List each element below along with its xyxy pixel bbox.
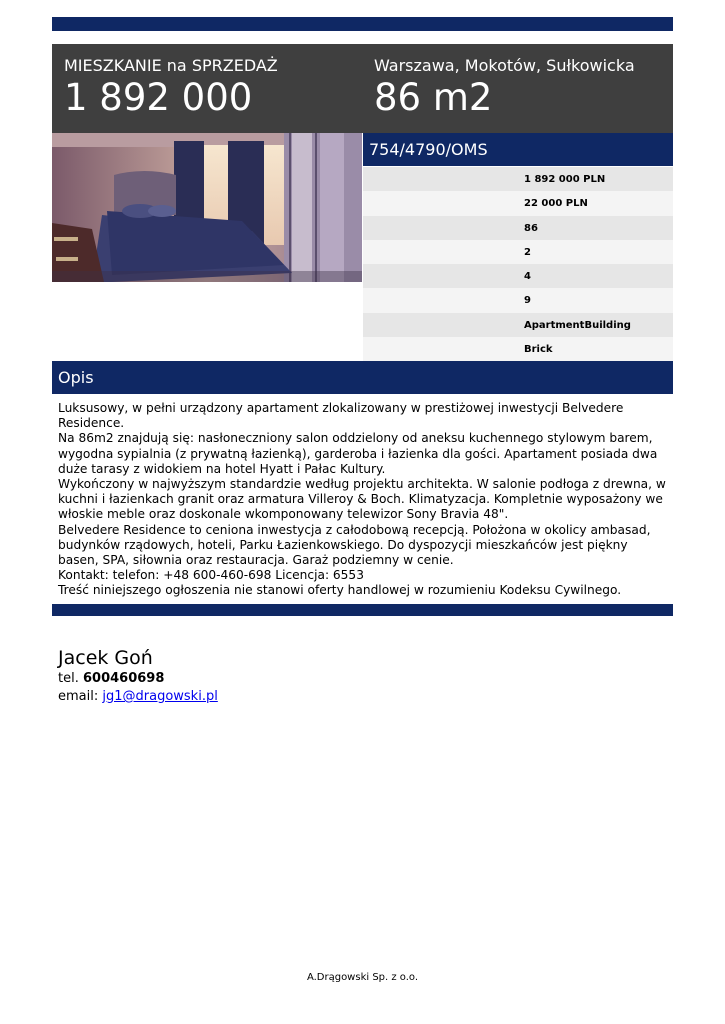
spec-value: Brick [524,343,553,355]
listing-area: 86 m2 [374,76,493,119]
phone-label: tel. [58,671,79,686]
description-paragraph: Wykończony w najwyższym standardzie według projektu architekta. W salonie podłoga z drewna, w kuchni i łazienkach granit oraz armatura Villeroy & Boch. Klimatyzacja. Kompletnie wyposażony we włoskie meble oraz doskonale wkomponowany telewizor Sony Bravia 48". [58,477,666,522]
spec-row [363,264,673,288]
email-line [58,688,218,706]
description-title: Opis [58,368,94,387]
spec-row [363,191,673,215]
agent-contact [58,647,218,706]
spec-value: ApartmentBuilding [524,319,631,331]
listing-header [52,44,673,133]
phone-number: 600460698 [82,671,165,686]
description-header [52,361,673,394]
spec-row [363,288,673,312]
spec-row [363,167,673,191]
spec-row [363,313,673,337]
spec-row [363,216,673,240]
spec-table [363,167,673,361]
email-label: email: [58,689,99,704]
header-right [374,56,635,120]
offer-ref-bar [363,133,673,166]
listing-type: MIESZKANIE na SPRZEDAŻ [64,56,278,75]
spec-value: 22 000 PLN [524,198,588,210]
listing-location: Warszawa, Mokotów, Sułkowicka [374,56,635,75]
spec-row [363,337,673,361]
spec-row [363,240,673,264]
spec-value: 1 892 000 PLN [524,174,606,185]
phone-line [58,670,218,688]
footer-company: A.Drągowski Sp. z o.o. [306,972,419,983]
description-paragraph: Kontakt: telefon: +48 600-460-698 Licencja: 6553 [58,568,364,583]
spec-value: 2 [524,246,531,258]
description-paragraph: Luksusowy, w pełni urządzony apartament zlokalizowany w prestiżowej inwestycji Belvedere Residence. [58,401,624,431]
email-link[interactable]: jg1@dragowski.pl [102,689,218,704]
description-body [58,401,670,599]
spec-value: 4 [524,271,531,282]
description-paragraph: Na 86m2 znajdują się: nasłoneczniony salon oddzielony od aneksu kuchennego stylowym barem, wygodna sypialnia (z prywatną łazienką), garderoba i łazienka dla gości. Apartament posiada dwa duże tarasy z widokiem na hotel Hyatt i Pałac Kultury. [58,431,658,476]
spec-value: 9 [524,295,531,307]
header-left [64,56,278,120]
bottom-bar [52,604,673,616]
listing-price: 1 892 000 [64,76,253,119]
top-bar [52,17,673,31]
spec-value: 86 [524,222,538,234]
description-paragraph: Belvedere Residence to ceniona inwestycja z całodobową recepcją. Położona w okolicy ambasad, budynków rządowych, hoteli, Parku Łazienkowskiego. Do dyspozycji mieszkańców jest piękny basen, SPA, siłownia oraz restauracja. Garaż podziemny w cenie. [58,522,651,568]
description-paragraph: Treść niniejszego ogłoszenia nie stanowi oferty handlowej w rozumieniu Kodeksu Cywilnego. [58,583,622,598]
listing-photo [52,133,362,282]
agent-name: Jacek Goń [58,647,153,669]
offer-ref: 754/4790/OMS [369,140,488,159]
